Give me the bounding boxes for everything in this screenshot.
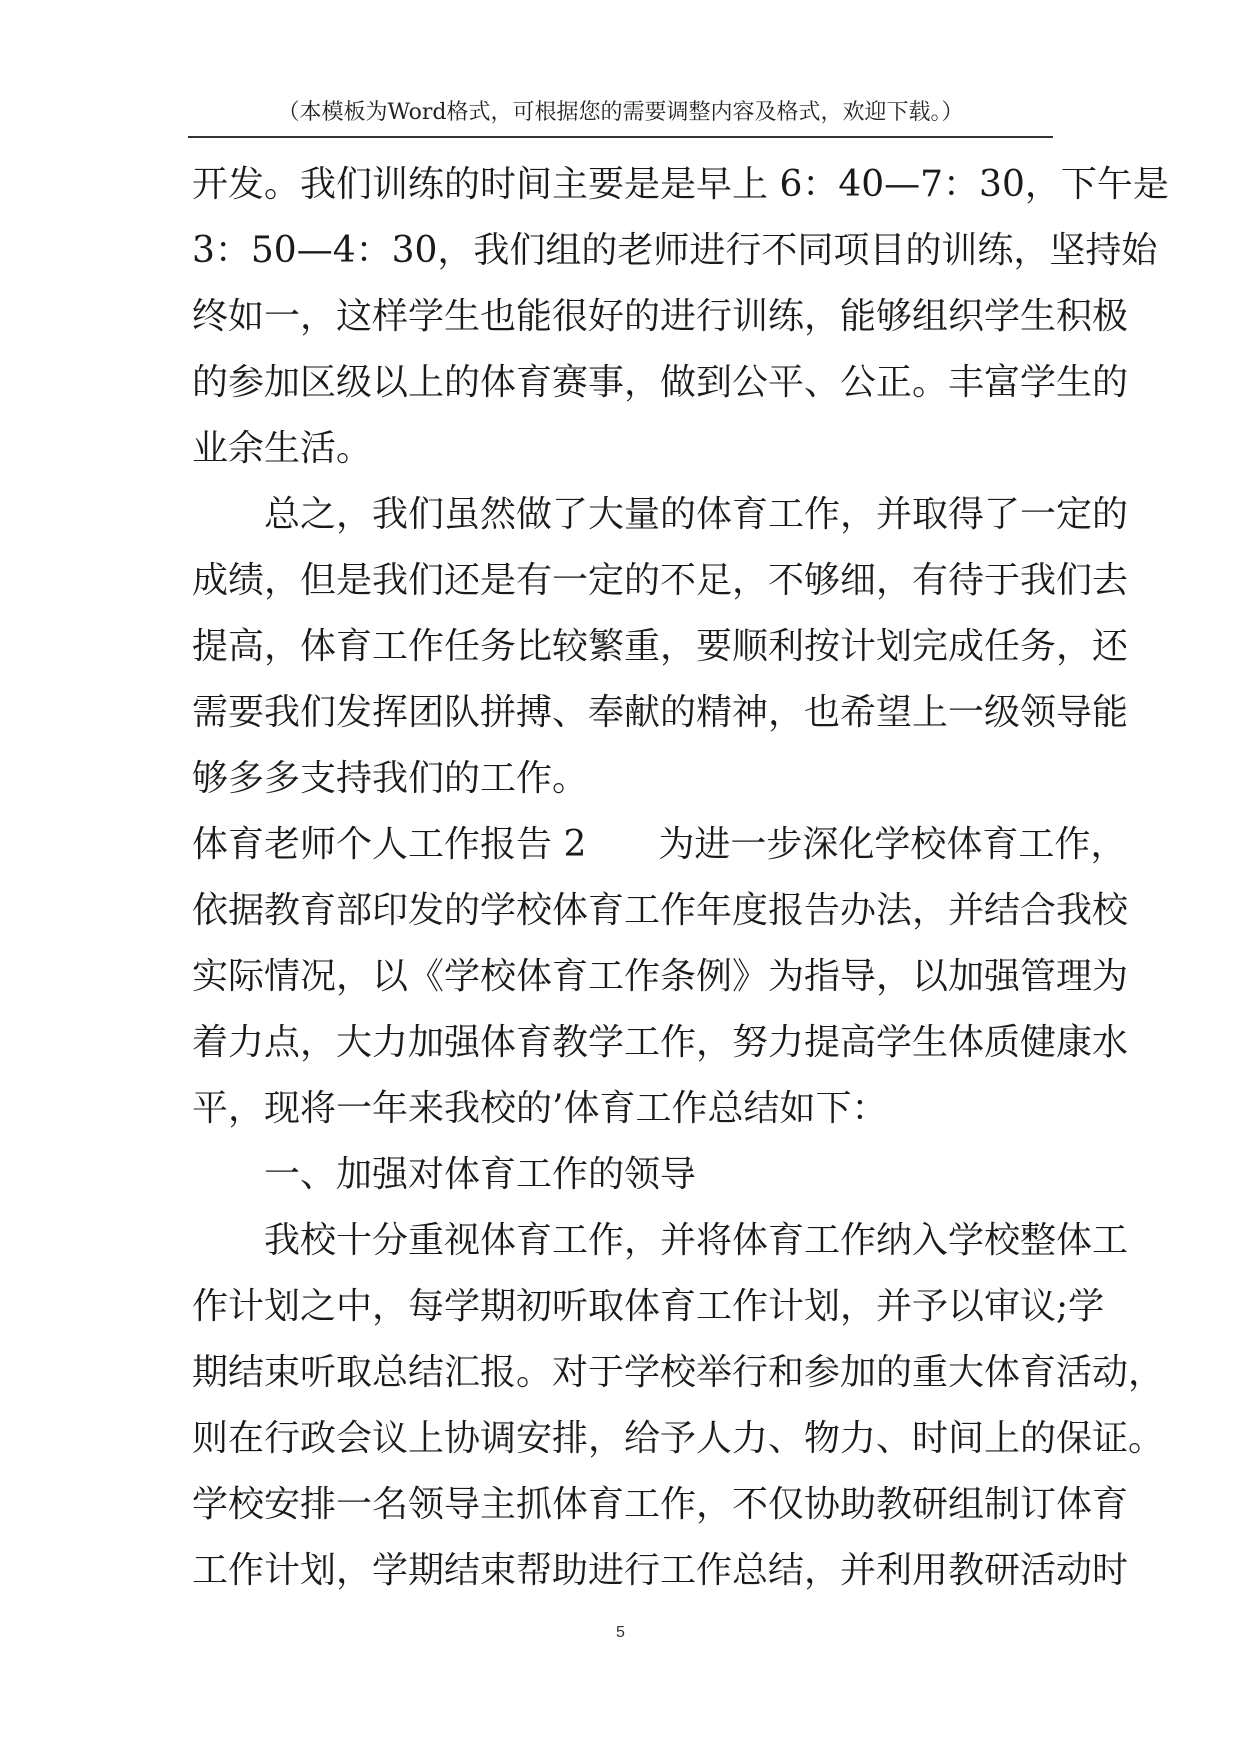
text-line: 终如一，这样学生也能很好的进行训练，能够组织学生积极 [192, 296, 1129, 337]
text-line: 学校安排一名领导主抓体育工作，不仅协助教研组制订体育 [192, 1484, 1129, 1525]
text-line: 依据教育部印发的学校体育工作年度报告办法，并结合我校 [192, 890, 1129, 931]
section-heading-line: 体育老师个人工作报告 2 为进一步深化学校体育工作， [192, 824, 1127, 865]
text-line: 开发。我们训练的时间主要是是早上 6：40—7：30，下午是 [192, 164, 1169, 205]
text-line: 提高，体育工作任务比较繁重，要顺利按计划完成任务，还 [192, 626, 1129, 667]
text-line: 业余生活。 [192, 428, 373, 469]
text-line: 的参加区级以上的体育赛事，做到公平、公正。丰富学生的 [192, 362, 1129, 403]
template-note: （本模板为Word格式，可根据您的需要调整内容及格式，欢迎下载。） [277, 100, 964, 125]
text-line: 实际情况，以《学校体育工作条例》为指导，以加强管理为 [192, 956, 1129, 997]
header-divider [188, 136, 1053, 138]
text-line: 总之，我们虽然做了大量的体育工作，并取得了一定的 [264, 494, 1129, 535]
text-line: 着力点，大力加强体育教学工作，努力提高学生体质健康水 [192, 1022, 1129, 1063]
text-line: 作计划之中，每学期初听取体育工作计划，并予以审议;学 [192, 1286, 1105, 1327]
body-text [192, 152, 1169, 1604]
text-line: 则在行政会议上协调安排，给予人力、物力、时间上的保证。 [192, 1418, 1165, 1459]
subsection-heading: 一、加强对体育工作的领导 [264, 1154, 697, 1195]
text-line: 3：50—4：30，我们组的老师进行不同项目的训练，坚持始 [192, 230, 1158, 271]
text-line: 需要我们发挥团队拼搏、奉献的精神，也希望上一级领导能 [192, 692, 1129, 733]
text-line: 我校十分重视体育工作，并将体育工作纳入学校整体工 [264, 1220, 1129, 1261]
page-number: 5 [616, 1624, 625, 1641]
text-line: 成绩，但是我们还是有一定的不足，不够细，有待于我们去 [192, 560, 1129, 601]
text-line: 平，现将一年来我校的’体育工作总结如下： [192, 1088, 888, 1129]
text-line: 期结束听取总结汇报。对于学校举行和参加的重大体育活动， [192, 1352, 1165, 1393]
text-line: 够多多支持我们的工作。 [192, 758, 589, 799]
text-line: 工作计划，学期结束帮助进行工作总结，并利用教研活动时 [192, 1550, 1129, 1591]
